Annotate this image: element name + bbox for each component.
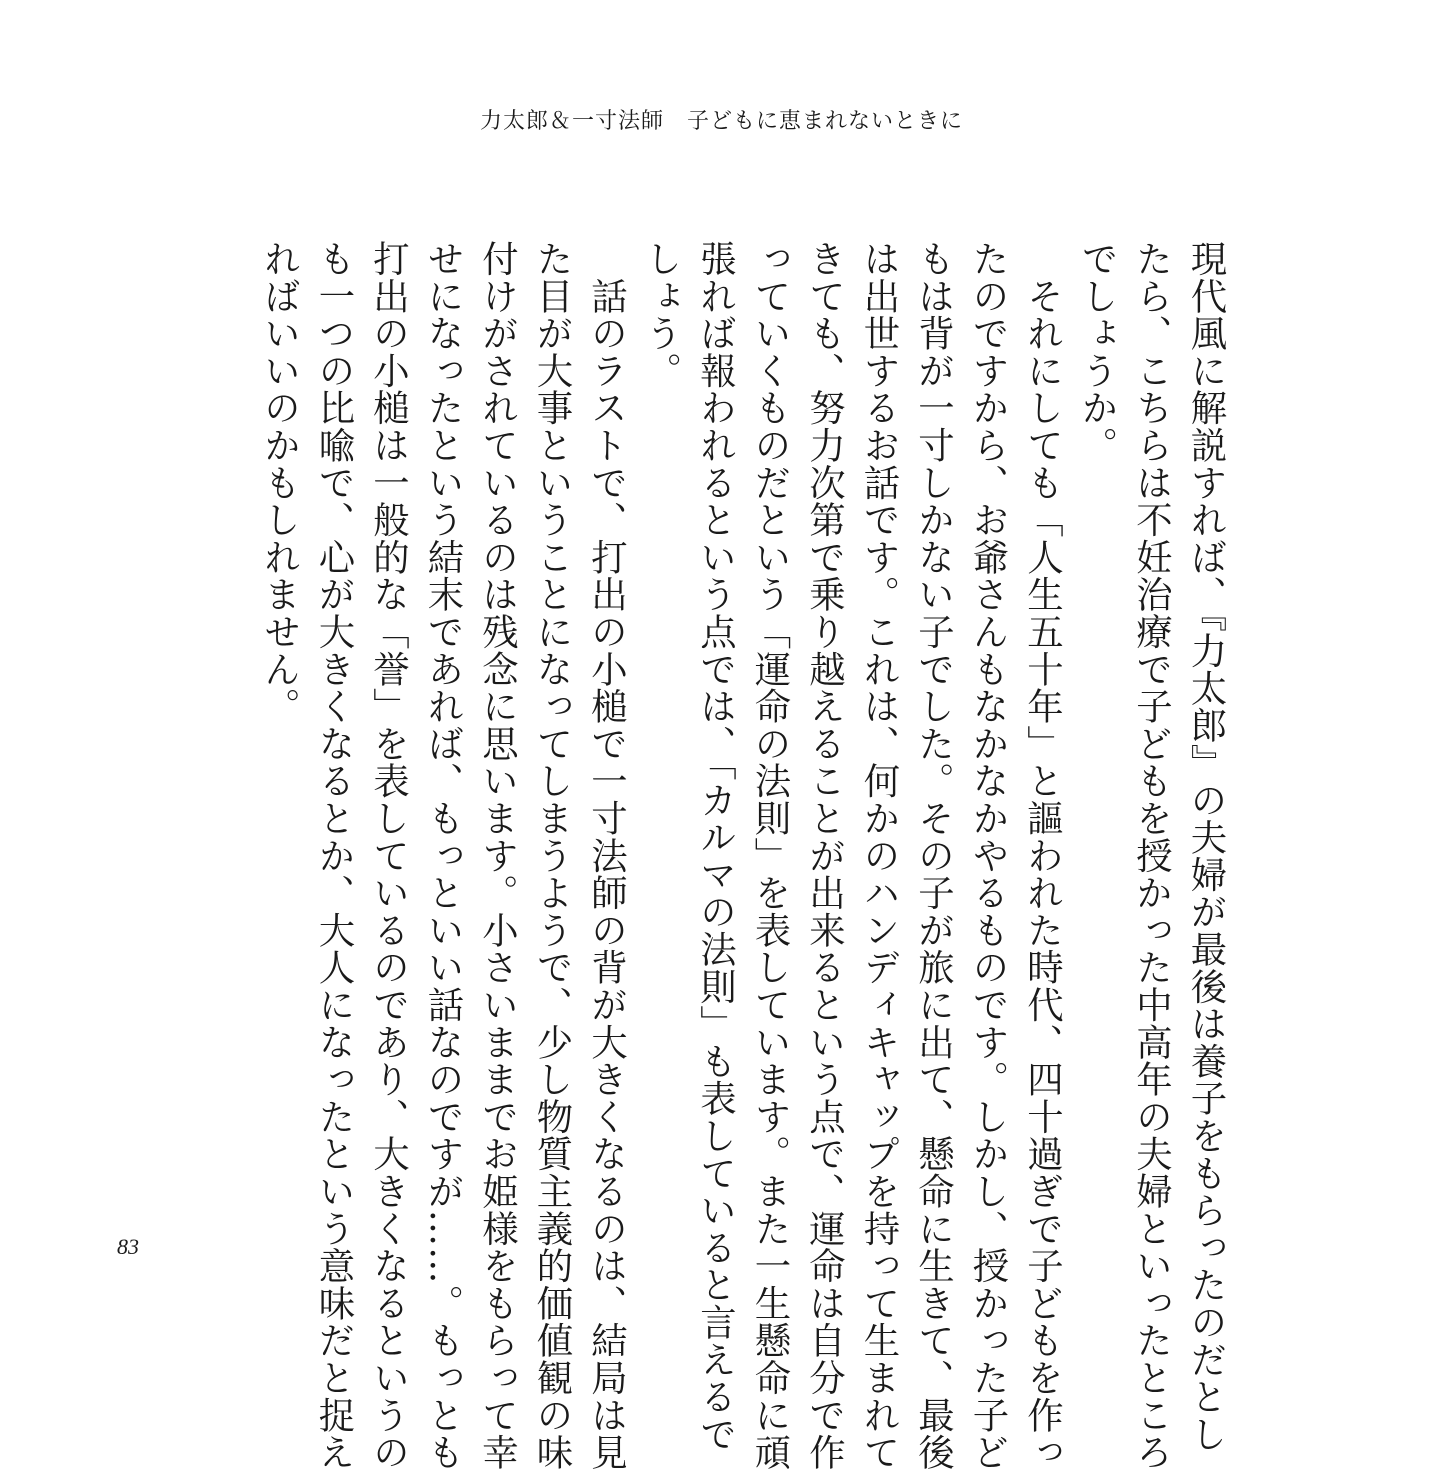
text-line: せになったという結末であれば、もっといい話なのですが……。もっとも: [422, 240, 465, 1471]
text-line: た目が大事ということになってしまうようで、少し物質主義的価値観の味: [531, 240, 574, 1471]
text-line: でしょうか。: [1076, 240, 1119, 464]
text-line: も一つの比喩で、心が大きくなるとか、大人になったという意味だと捉え: [313, 240, 356, 1471]
text-line: 現代風に解説すれば、『力太郎』の夫婦が最後は養子をもらったのだとし: [1185, 240, 1228, 1453]
text-line: っていくものだという「運命の法則」を表しています。また一生懸命に頑: [749, 240, 792, 1471]
text-line: は出世するお話です。これは、何かのハンディキャップを持って生まれて: [858, 240, 901, 1471]
running-head: 力太郎＆一寸法師 子どもに恵まれないときに: [479, 109, 963, 134]
text-line: それにしても「人生五十年」と謳われた時代、四十過ぎで子どもを作っ: [1021, 240, 1065, 1471]
text-line: たのですから、お爺さんもなかなかやるものです。しかし、授かった子ど: [967, 240, 1010, 1471]
text-line: もは背が一寸しかない子でした。その子が旅に出て、懸命に生きて、最後: [912, 240, 956, 1471]
body-text: [252, 240, 1233, 1471]
text-line: 話のラストで、打出の小槌で一寸法師の背が大きくなるのは、結局は見: [585, 240, 629, 1471]
text-line: 打出の小槌は一般的な「誉」を表しているのであり、大きくなるというの: [367, 240, 411, 1471]
text-line: たら、こちらは不妊治療で子どもを授かった中高年の夫婦といったところ: [1130, 240, 1174, 1471]
text-line: きても、努力次第で乗り越えることが出来るという点で、運命は自分で作: [803, 240, 847, 1471]
text-line: ればいいのかもしれません。: [258, 240, 302, 725]
text-line: しょう。: [640, 240, 683, 390]
text-line: 張れば報われるという点では、「カルマの法則」も表していると言えるで: [694, 240, 738, 1453]
text-line: 付けがされているのは残念に思います。小さいままでお姫様をもらって幸: [476, 240, 520, 1471]
page-number: 83: [117, 1234, 139, 1259]
